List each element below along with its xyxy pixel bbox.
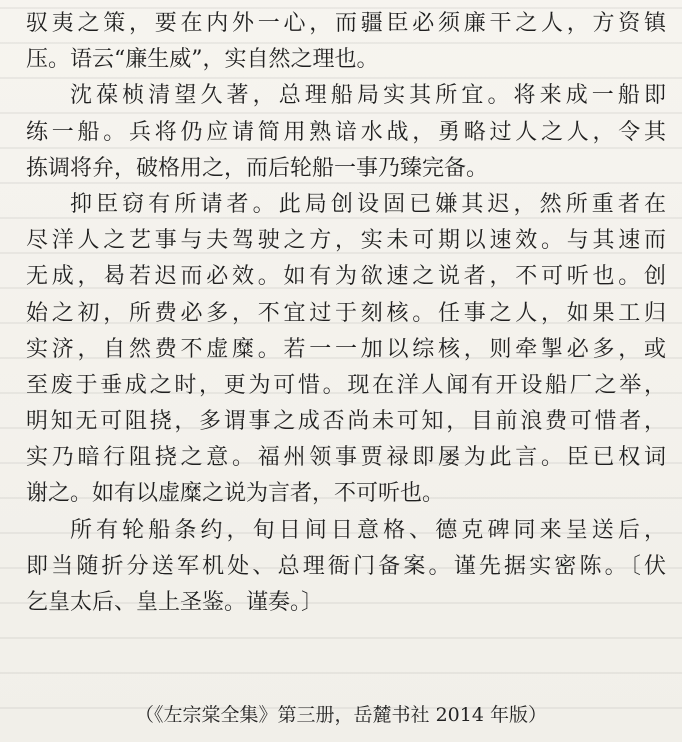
text-line: 实乃暗行阻挠之意。福州领事贾禄即屡为此言。臣已权词 — [26, 445, 666, 471]
text-line: 尽洋人之艺事与夫驾驶之方，实未可期以速效。与其速而 — [26, 228, 666, 254]
text-line: 至废于垂成之时，更为可惜。现在洋人闻有开设船厂之举， — [26, 372, 666, 398]
text-line: 实济，自然费不虚糜。若一一加以综核，则牵掣必多，或 — [26, 336, 666, 362]
text-line: 压。语云“廉生威”，实自然之理也。 — [26, 47, 379, 73]
source-citation: （《左宗棠全集》第三册，岳麓书社 2014 年版） — [135, 704, 547, 726]
paragraph — [26, 78, 666, 187]
paragraph — [26, 6, 666, 78]
text-line: 始之初，所费必多，不宜过于刻核。任事之人，如果工归 — [26, 300, 666, 326]
text-line: 抑臣窃有所请者。此局创设固已嫌其迟，然所重者在 — [70, 191, 666, 217]
text-line: 乞皇太后、皇上圣鉴。谨奏。〕 — [26, 590, 324, 615]
text-line: 驭夷之策，要在内外一心，而疆臣必须廉干之人，方资镇 — [26, 11, 666, 36]
text-line: 即当随折分送军机处、总理衙门备案。谨先据实密陈。〔伏 — [26, 553, 666, 579]
body-text — [26, 6, 666, 621]
text-line: 无成，曷若迟而必效。如有为欲速之说者，不可听也。创 — [26, 264, 666, 290]
text-line: 练一船。兵将仍应请简用熟谙水战，勇略过人之人，令其 — [26, 119, 666, 145]
paragraph — [26, 187, 666, 513]
text-line: 拣调将弁，破格用之，而后轮船一事乃臻完备。 — [26, 155, 489, 181]
text-line: 谢之。如有以虚糜之说为言者，不可听也。 — [26, 481, 445, 507]
text-line: 沈葆桢清望久著，总理船局实其所宜。将来成一船即 — [70, 83, 666, 109]
text-line: 明知无可阻挠，多谓事之成否尚未可知，目前浪费可惜者， — [26, 409, 666, 435]
paragraph — [26, 513, 666, 622]
text-line: 所有轮船条约，旬日间日意格、德克碑同来呈送后， — [70, 517, 666, 543]
